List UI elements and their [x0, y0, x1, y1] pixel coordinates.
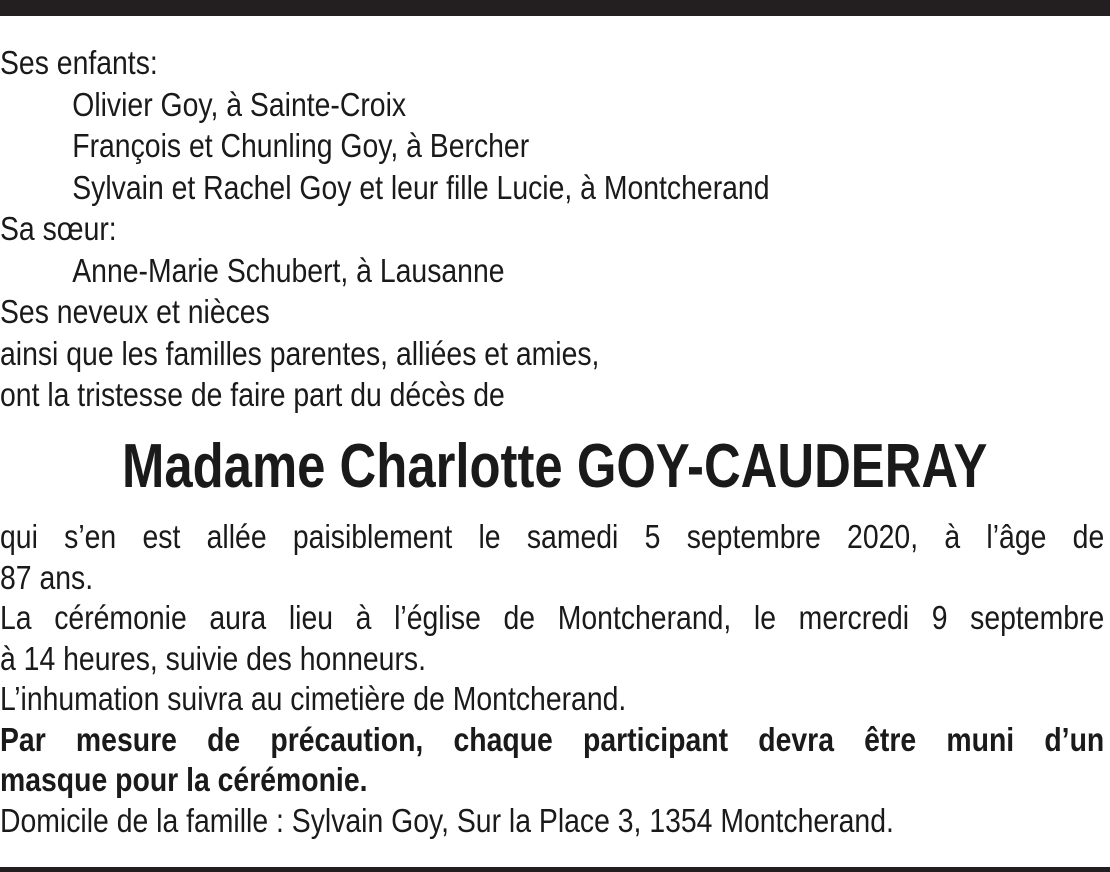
- burial-line: L’inhumation suivra au cimetière de Montcherand.: [0, 680, 627, 717]
- top-rule: [0, 0, 1110, 16]
- death-line: qui s’en est allée paisiblement le samedi 5 septembre 2020, à l’âge de: [0, 518, 1105, 555]
- family-address-line: Domicile de la famille : Sylvain Goy, Sur la Place 3, 1354 Montcherand.: [0, 801, 894, 839]
- bottom-rule: [0, 867, 1110, 872]
- deceased-name: Madame Charlotte GOY-CAUDERAY: [122, 432, 988, 501]
- ceremony-line: La cérémonie aura lieu à l’église de Montcherand, le mercredi 9 septembre: [0, 599, 1105, 636]
- child-line: François et Chunling Goy, à Bercher: [72, 127, 530, 164]
- nephews-line: Ses neveux et nièces: [0, 293, 270, 330]
- sister-heading: Sa sœur:: [0, 210, 117, 247]
- sister-line: Anne-Marie Schubert, à Lausanne: [72, 251, 505, 289]
- mask-notice-line: Par mesure de précaution, chaque participant devra être muni d’un: [0, 720, 1105, 758]
- children-heading: Ses enfants:: [0, 44, 158, 81]
- age-line: 87 ans.: [0, 558, 94, 596]
- child-line: Olivier Goy, à Sainte-Croix: [72, 85, 407, 123]
- mask-notice-line-2: masque pour la cérémonie.: [0, 761, 368, 798]
- ceremony-time-line: à 14 heures, suivie des honneurs.: [0, 639, 426, 677]
- family-list: [0, 42, 1104, 416]
- families-line: ainsi que les familles parentes, alliées et amies,: [0, 334, 600, 372]
- sadness-line: ont la tristesse de faire part du décès de: [0, 376, 505, 413]
- deceased-name-block: [0, 432, 1110, 502]
- details-block: [0, 517, 1104, 841]
- child-line: Sylvain et Rachel Goy et leur fille Lucie, à Montcherand: [72, 168, 770, 206]
